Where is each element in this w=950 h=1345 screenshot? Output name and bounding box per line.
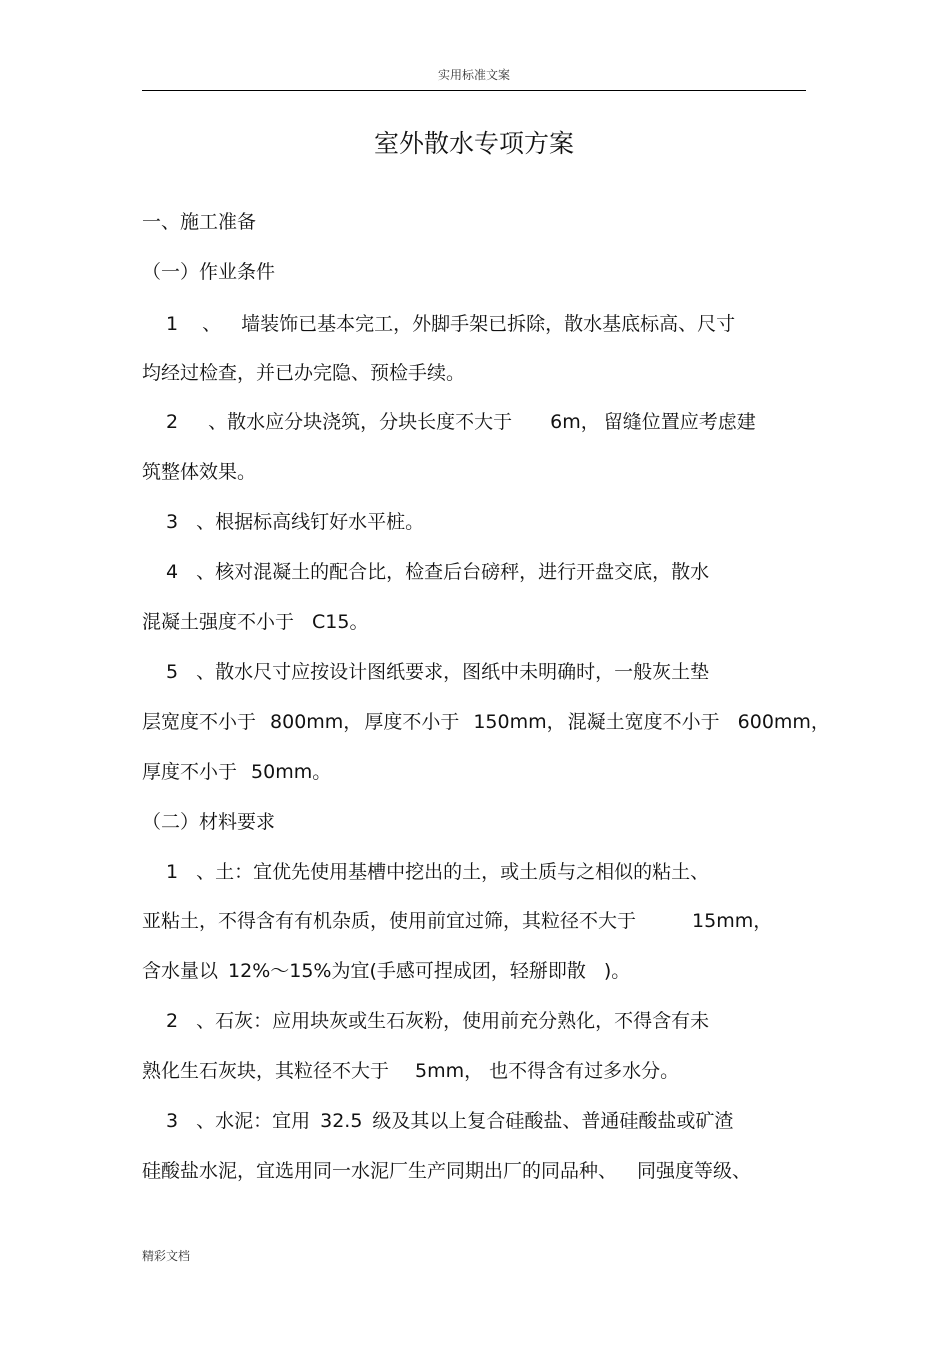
item-text: 、水泥：宜用 xyxy=(196,1110,311,1132)
item-text: 含水量以 xyxy=(142,960,219,982)
paragraph-line xyxy=(142,709,830,735)
item-text: 、散水尺寸应按设计图纸要求，图纸中未明确时，一般灰土垫 xyxy=(196,661,710,683)
item-text: )。 xyxy=(603,960,631,982)
item-text: 留缝位置应考虑建 xyxy=(603,411,756,433)
item-text: 厚度不小于 xyxy=(364,711,460,733)
item-text: 硅酸盐水泥，宜选用同一水泥厂生产同期出厂的同品种、 xyxy=(142,1160,618,1182)
item-text: 熟化生石灰块，其粒径不大于 xyxy=(142,1060,390,1082)
item-number: 2 xyxy=(166,411,179,433)
paragraph-line xyxy=(142,958,630,984)
item-text: 亚粘土，不得含有有机杂质，使用前宜过筛，其粒径不大于 xyxy=(142,910,637,932)
item-text: 墙装饰已基本完工，外脚手架已拆除，散水基底标高、尺寸 xyxy=(241,313,736,335)
item-text: 厚度不小于 xyxy=(142,761,238,783)
paragraph-line xyxy=(166,1008,709,1034)
paragraph-line xyxy=(142,609,368,635)
item-number: 3 xyxy=(166,1110,179,1132)
item-text: 也不得含有过多水分。 xyxy=(489,1060,680,1082)
item-value: C15。 xyxy=(312,611,369,633)
item-text: 同强度等级、 xyxy=(637,1160,752,1182)
item-text: 、石灰：应用块灰或生石灰粉，使用前充分熟化，不得含有未 xyxy=(196,1010,710,1032)
item-value: 800mm， xyxy=(270,711,363,733)
item-separator: 、 xyxy=(202,313,222,335)
paragraph-line: 均经过检查，并已办完隐、预检手续。 xyxy=(142,362,466,384)
paragraph-line xyxy=(142,1058,679,1084)
item-value: 6m， xyxy=(550,411,600,433)
item-number: 5 xyxy=(166,661,179,683)
item-number: 1 xyxy=(166,313,179,335)
item-value: 5mm， xyxy=(415,1060,484,1082)
paragraph-line xyxy=(142,908,772,934)
item-number: 1 xyxy=(166,861,179,883)
paragraph-line xyxy=(166,509,424,535)
section-heading: 一、施工准备 xyxy=(142,211,257,233)
item-number: 4 xyxy=(166,561,179,583)
item-number: 3 xyxy=(166,511,179,533)
item-text: 级及其以上复合硅酸盐、普通硅酸盐或矿渣 xyxy=(372,1110,734,1132)
item-value: 50mm。 xyxy=(251,761,332,783)
header-rule xyxy=(142,90,806,91)
item-value: 32.5 xyxy=(320,1110,363,1132)
item-text: 层宽度不小于 xyxy=(142,711,257,733)
item-text: 、根据标高线钉好水平桩。 xyxy=(196,511,425,533)
paragraph-line xyxy=(166,409,756,435)
item-text: 、核对混凝土的配合比，检查后台磅秤，进行开盘交底，散水 xyxy=(196,561,710,583)
paragraph-line xyxy=(166,659,709,685)
paragraph-line xyxy=(166,311,735,337)
paragraph-line xyxy=(166,1108,733,1134)
item-value: 600mm， xyxy=(737,711,830,733)
item-text: 12%～15%为宜(手感可捏成团，轻掰即散 xyxy=(228,960,586,982)
subsection-heading: （二）材料要求 xyxy=(142,811,276,833)
paragraph-line xyxy=(166,859,709,885)
paragraph-line xyxy=(166,559,709,585)
page-header: 实用标准文案 xyxy=(437,68,510,82)
item-text: 混凝土宽度不小于 xyxy=(567,711,720,733)
item-text: 、土：宜优先使用基槽中挖出的土，或土质与之相似的粘土、 xyxy=(196,861,710,883)
item-text: 、散水应分块浇筑，分块长度不大于 xyxy=(208,411,513,433)
item-value: 15mm， xyxy=(692,910,773,932)
document-title: 室外散水专项方案 xyxy=(373,129,574,158)
item-text: 混凝土强度不小于 xyxy=(142,611,295,633)
paragraph-line xyxy=(142,759,331,785)
page-footer: 精彩文档 xyxy=(142,1249,191,1263)
item-number: 2 xyxy=(166,1010,179,1032)
subsection-heading: （一）作业条件 xyxy=(142,261,276,283)
paragraph-line xyxy=(142,1158,751,1184)
paragraph-line: 筑整体效果。 xyxy=(142,461,257,483)
item-value: 150mm， xyxy=(473,711,566,733)
